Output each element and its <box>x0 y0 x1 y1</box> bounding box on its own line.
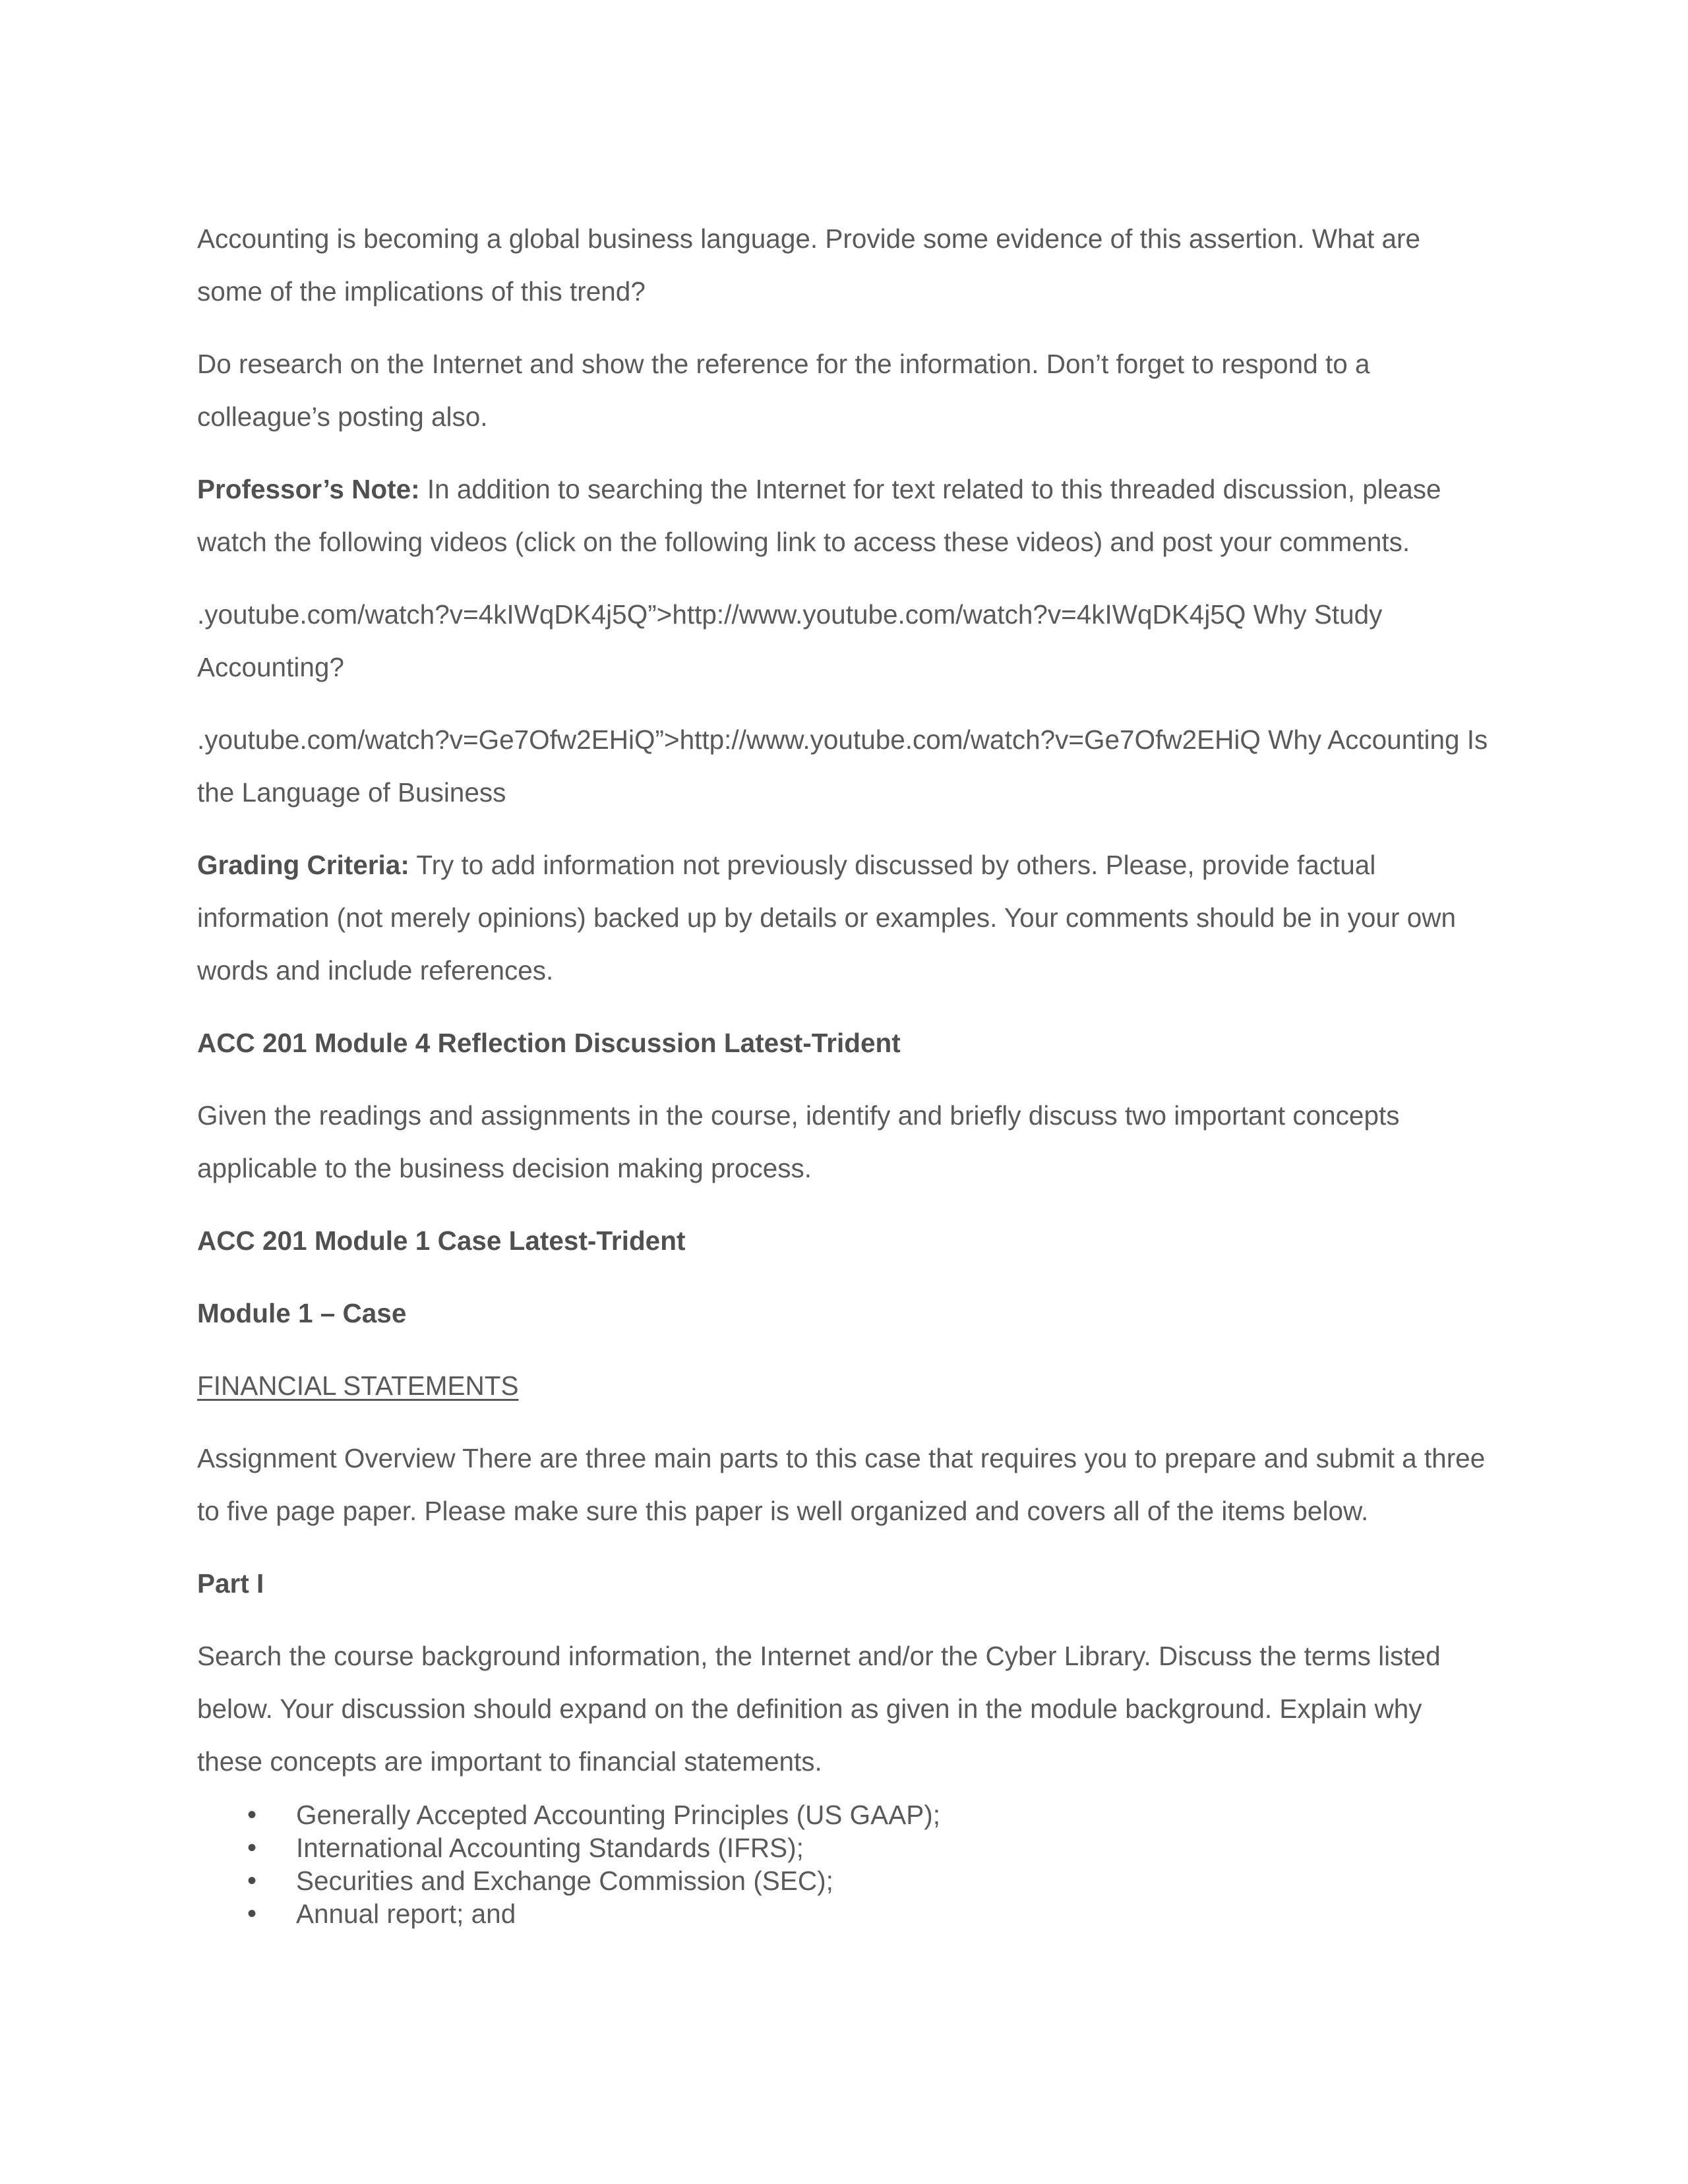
list-item <box>197 1831 1490 1864</box>
professor-note-text: In addition to searching the Internet for text related to this threaded discussion, please watch the following videos (click on the following link to access these videos) and post your comments. <box>197 474 1441 557</box>
paragraph-research-instructions: Do research on the Internet and show the reference for the information. Don’t forget to respond to a colleague’s posting also. <box>197 349 1370 432</box>
video-link-why-study-accounting[interactable]: .youtube.com/watch?v=4kIWqDK4j5Q”>http://www.youtube.com/watch?v=4kIWqDK4j5Q Why Study Accounting? <box>197 599 1383 682</box>
paragraph-global-language: Accounting is becoming a global business language. Provide some evidence of this assertion. What are some of the implications of this trend? <box>197 223 1421 307</box>
list-item-text: Generally Accepted Accounting Principles (US GAAP); <box>296 1800 940 1830</box>
bullet-icon: • <box>247 1800 257 1829</box>
document-page <box>197 212 1490 1930</box>
grading-criteria-text: Try to add information not previously discussed by others. Please, provide factual information (not merely opinions) backed up by details or examples. Your comments should be in your own words and include references. <box>197 850 1457 986</box>
paragraph-grading-criteria <box>197 839 1490 997</box>
list-item-text: International Accounting Standards (IFRS); <box>296 1833 804 1863</box>
list-item <box>197 1798 1490 1831</box>
heading-financial-statements: FINANCIAL STATEMENTS <box>197 1371 519 1401</box>
video-link-language-of-business[interactable]: .youtube.com/watch?v=Ge7Ofw2EHiQ”>http://www.youtube.com/watch?v=Ge7Ofw2EHiQ Why Accounting Is the Language of Business <box>197 724 1488 808</box>
heading-module1-case: ACC 201 Module 1 Case Latest-Trident <box>197 1225 686 1256</box>
list-item-text: Securities and Exchange Commission (SEC); <box>296 1866 833 1896</box>
professor-note-label: Professor’s Note: <box>197 474 420 504</box>
paragraph-assignment-overview: Assignment Overview There are three main parts to this case that requires you to prepare and submit a three to five page paper. Please make sure this paper is well organized and covers all of the items below. <box>197 1443 1486 1526</box>
paragraph-professor-note <box>197 463 1490 568</box>
terms-bullet-list <box>197 1798 1490 1930</box>
bullet-icon: • <box>247 1866 257 1895</box>
paragraph-part-1: Search the course background information, the Internet and/or the Cyber Library. Discuss the terms listed below. Your discussion should expand on the definition as given in the module background. Explain why these concepts are important to financial statements. <box>197 1641 1441 1777</box>
list-item-text: Annual report; and <box>296 1899 516 1929</box>
heading-module4-reflection: ACC 201 Module 4 Reflection Discussion Latest-Trident <box>197 1028 901 1058</box>
bullet-icon: • <box>247 1833 257 1862</box>
grading-criteria-label: Grading Criteria: <box>197 850 409 880</box>
list-item <box>197 1864 1490 1897</box>
list-item <box>197 1897 1490 1930</box>
heading-part-1: Part I <box>197 1568 264 1599</box>
paragraph-module4-prompt: Given the readings and assignments in the course, identify and briefly discuss two important concepts applicable to the business decision making process. <box>197 1100 1400 1183</box>
bullet-icon: • <box>247 1899 257 1928</box>
heading-case: Module 1 – Case <box>197 1298 407 1328</box>
